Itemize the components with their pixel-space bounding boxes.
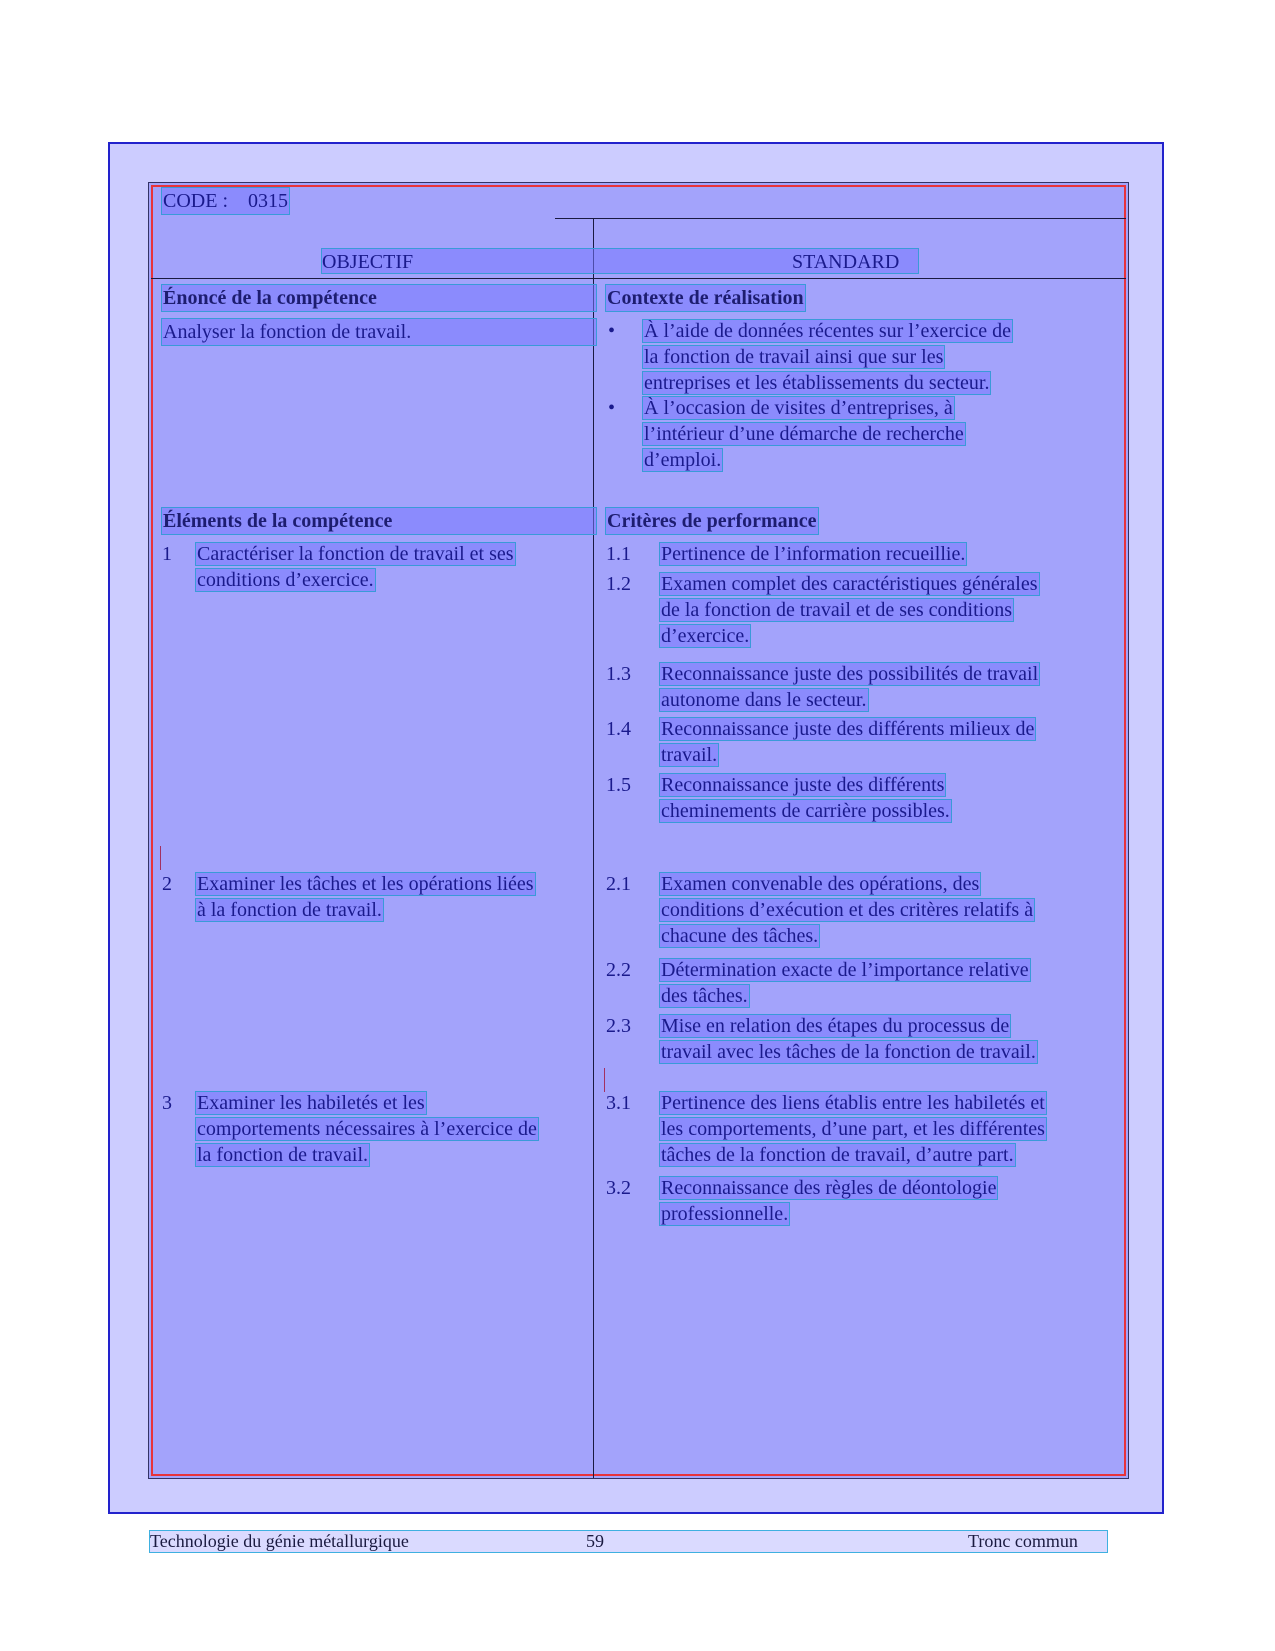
contexte-line: À l’occasion de visites d’entreprises, à (644, 397, 953, 419)
critere-2-1-line: conditions d’exécution et des critères relatifs à (661, 899, 1034, 921)
critere-1-4-number: 1.4 (606, 718, 631, 740)
contexte-line: la fonction de travail ainsi que sur les (644, 346, 944, 368)
critere-1-1-number: 1.1 (606, 543, 631, 565)
critere-1-3-line: autonome dans le secteur. (661, 689, 867, 711)
elements-title: Éléments de la compétence (162, 508, 596, 534)
critere-1-3-line: Reconnaissance juste des possibilités de travail (661, 663, 1039, 685)
column-heading-band (322, 249, 918, 273)
critere-1-4-line: travail. (661, 744, 718, 766)
critere-3-1-line: tâches de la fonction de travail, d’autre part. (661, 1144, 1014, 1166)
element-1-line: conditions d’exercice. (197, 569, 374, 591)
critere-2-2-text (660, 957, 1030, 1009)
critere-2-3-text (660, 1013, 1037, 1065)
contexte-line: entreprises et les établissements du secteur. (644, 372, 990, 394)
footer-left: Technologie du génie métallurgique (150, 1531, 409, 1551)
critere-2-1-text (660, 871, 1034, 949)
critere-1-2-line: Examen complet des caractéristiques générales (661, 573, 1038, 595)
margin-mark (604, 1068, 605, 1092)
critere-3-2-line: Reconnaissance des règles de déontologie (661, 1177, 997, 1199)
contexte-title: Contexte de réalisation (607, 287, 804, 309)
contexte-bullet (643, 395, 965, 473)
critere-1-2-line: d’exercice. (661, 625, 750, 647)
critere-3-1-line: Pertinence des liens établis entre les habiletés et (661, 1092, 1045, 1114)
element-3-line: la fonction de travail. (197, 1144, 369, 1166)
critere-2-3-line: Mise en relation des étapes du processus de (661, 1015, 1010, 1037)
critere-3-1-line: les comportements, d’une part, et les différentes (661, 1118, 1045, 1140)
column-heading-standard: STANDARD (792, 251, 900, 273)
critere-3-2-number: 3.2 (606, 1177, 631, 1199)
critere-1-5-number: 1.5 (606, 774, 631, 796)
footer-right: Tronc commun (968, 1531, 1078, 1551)
critere-1-3-number: 1.3 (606, 663, 631, 685)
enonce-text: Analyser la fonction de travail. (162, 319, 596, 345)
critere-2-1-number: 2.1 (606, 873, 631, 895)
critere-3-1-text (660, 1090, 1046, 1168)
critere-1-4-line: Reconnaissance juste des différents milieux de (661, 718, 1035, 740)
footer-page-number: 59 (586, 1531, 604, 1551)
critere-2-2-line: des tâches. (661, 985, 748, 1007)
critere-2-3-number: 2.3 (606, 1015, 631, 1037)
code-label: CODE : (163, 190, 228, 212)
margin-mark (160, 846, 161, 870)
column-heading-objectif: OBJECTIF (322, 251, 414, 273)
critere-2-2-line: Détermination exacte de l’importance relative (661, 959, 1029, 981)
column-divider (593, 219, 594, 1478)
element-2-number: 2 (162, 873, 172, 895)
critere-2-1-line: Examen convenable des opérations, des (661, 873, 980, 895)
contexte-line: l’intérieur d’une démarche de recherche (644, 423, 964, 445)
element-1-text (196, 541, 515, 593)
bullet-icon: • (608, 397, 616, 419)
critere-1-5-text (660, 772, 951, 824)
critere-2-1-line: chacune des tâches. (661, 925, 819, 947)
element-3-line: comportements nécessaires à l’exercice de (197, 1118, 537, 1140)
critere-1-2-number: 1.2 (606, 573, 631, 595)
critere-1-5-line: cheminements de carrière possibles. (661, 800, 950, 822)
critere-1-5-line: Reconnaissance juste des différents (661, 774, 945, 796)
code-value: 0315 (248, 190, 288, 212)
element-2-line: à la fonction de travail. (197, 899, 382, 921)
element-3-text (196, 1090, 538, 1168)
critere-1-2-line: de la fonction de travail et de ses conditions (661, 599, 1013, 621)
code-row (162, 188, 289, 214)
element-1-line: Caractériser la fonction de travail et ses (197, 543, 514, 565)
element-1-number: 1 (162, 543, 172, 565)
critere-3-2-text (660, 1175, 997, 1227)
bullet-icon: • (608, 320, 616, 342)
critere-2-3-line: travail avec les tâches de la fonction de travail. (661, 1041, 1036, 1063)
contexte-bullet (643, 318, 1012, 396)
criteres-title: Critères de performance (607, 510, 817, 532)
element-3-number: 3 (162, 1092, 172, 1114)
critere-3-2-line: professionnelle. (661, 1203, 789, 1225)
critere-1-3-text (660, 661, 1039, 713)
element-2-text (196, 871, 535, 923)
critere-1-1-line: Pertinence de l’information recueillie. (661, 543, 966, 565)
contexte-line: À l’aide de données récentes sur l’exercice de (644, 320, 1012, 342)
critere-1-4-text (660, 716, 1035, 768)
critere-2-2-number: 2.2 (606, 959, 631, 981)
element-2-line: Examiner les tâches et les opérations liées (197, 873, 534, 895)
enonce-title: Énoncé de la compétence (162, 285, 596, 311)
element-3-line: Examiner les habiletés et les (197, 1092, 425, 1114)
critere-1-1-text (660, 541, 966, 567)
critere-1-2-text (660, 571, 1039, 649)
critere-3-1-number: 3.1 (606, 1092, 631, 1114)
header-divider (555, 218, 1126, 219)
contexte-line: d’emploi. (644, 449, 722, 471)
column-header-divider (151, 278, 1126, 279)
